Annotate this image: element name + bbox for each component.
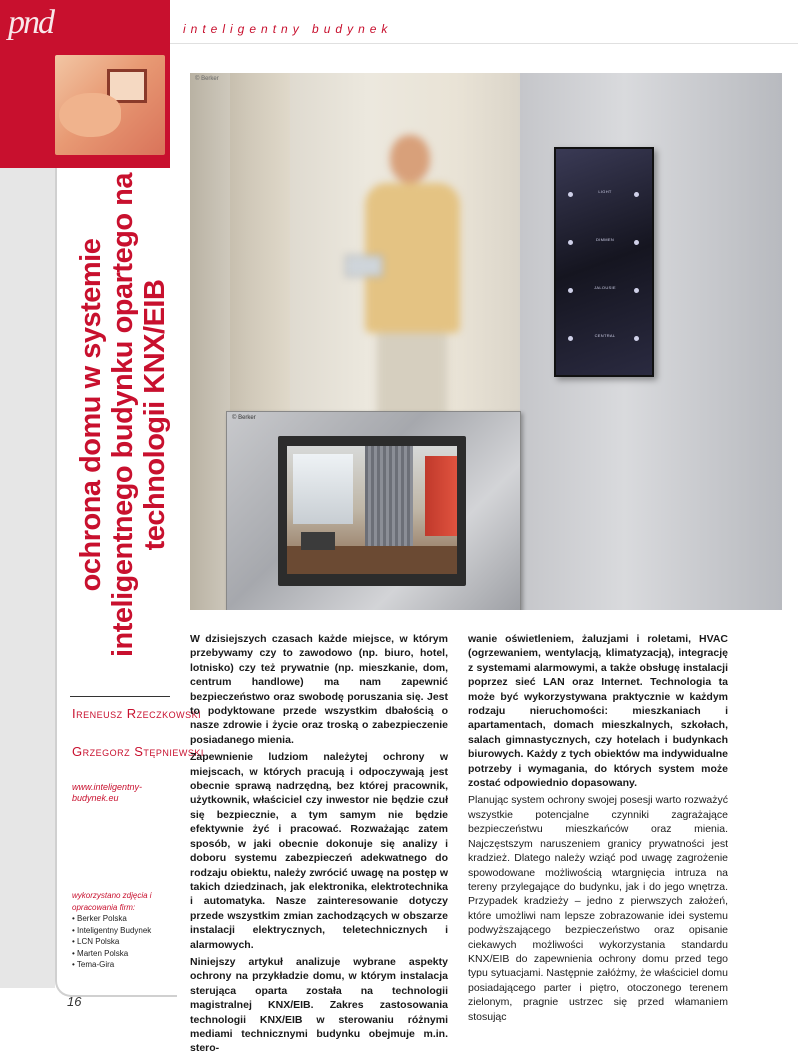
touch-display-panel [226,411,521,610]
credit-item: • LCN Polska [72,937,120,946]
body-column-2 [468,632,728,1027]
keypad-label: CENTRAL [594,333,616,338]
credit-item: • Tema-Gira [72,960,115,969]
author-divider [70,696,170,697]
keypad-label: JALOUSIE [594,285,616,290]
header-thumbnail-photo [55,55,165,155]
photo-credits [72,890,167,971]
left-gray-margin [0,168,55,988]
article-title: ochrona domu w systemie inteligentnego budynku opartego na technologii KNX/EIB [75,172,171,658]
paragraph: Planując system ochrony swojej posesji warto rozważyć wszystkie potencjalne czynniki zagrażające bezpieczeństwu mieszkańców oraz mienia. Najczęstszym naruszeniem granicy prywatności jest kradzież. Dlatego należy wziąć pod uwagę zagrożenie spowodowane możliwością wtargnięcia intruza na tereny przylegające do budynku, jak i do jego wnętrza. Przypadek kradzieży – jedno z pierwszych założeń, które umożliwi nam lepsze zobrazowanie idei systemu podwyższającego bezpieczeństwo oraz opisanie ciekawych możliwości wykorzystania standardu KNX/EIB do zapewnienia ochrony domu przed tego typu sytuacjami. Następnie załóżmy, że właściciel domu posiadającego parter i piętro, otoczonego terenem zielonym, pragnie ustrzec się przed włamaniem stosując [468,794,728,1023]
keypad-label: LIGHT [598,189,612,194]
page-edge-line [55,168,57,978]
paragraph: Niniejszy artykuł analizuje wybrane aspekty ochrony na przykładzie domu, w którym instalacja sterująca oparta została na technologii magistralnej KNX/EIB. Zakres zastosowania technologii KNX/EIB w sterowaniu różnymi mediami technicznymi budynku obejmuje m.in. stero- [190,955,448,1055]
author-name: Grzegorz Stępniewski [72,744,204,759]
display-screen-image [287,446,457,574]
author-name: Ireneusz Rzeczkowski [72,706,202,721]
keypad-label: DIMMEN [595,237,615,242]
website-link[interactable]: www.inteligentny-budynek.eu [72,782,143,803]
main-photo [190,73,782,610]
paragraph: Zapewnienie ludziom należytej ochrony w miejscach, w których pracują i odpoczywają jest obecnie sprawą nadrzędną, bez której pracownik, użytkownik, właściciel czy inwestor nie będzie czuł się bezpiecznie, a tym samym nie będzie efektywnie żyć i pracować. Rozważając zatem sposób, w jaki obecnie dokonuje się analizy i doboru systemu zabezpieczeń adekwatnego do rodzaju obiektu, należy zwrócić uwagę na postęp w takich dziedzinach, jak elektronika, elektrotechnika i automatyka. Nasze zainteresowanie dotyczy przede wszystkim zmian zachodzących w obszarze instalacji elektrycznych, teletechnicznych i alarmowych. [190,751,448,951]
red-header-block [0,0,170,168]
body-column-1 [190,632,448,1059]
credits-heading: wykorzystano zdjęcia i opracowania firm: [72,891,152,912]
photo-copyright: © Berker [195,76,219,82]
paragraph: wanie oświetleniem, żaluzjami i roletami, HVAC (ogrzewaniem, wentylacją, klimatyzacją), integrację z systemami alarmowymi, a także obsługę instalacji poprzez sieć LAN oraz Internet. Technologia ta może być wykorzystywana praktycznie w każdym rodzaju nieruchomości: mieszkaniach i apartamentach, domach mieszkalnych, szkołach, salach gimnastycznych, czy hotelach i budynkach biurowych. Każdy z tych obiektów ma indywidualne potrzeby i wymagania, do których system może zostać odpowiednio dopasowany. [468,633,728,790]
wall-keypad [554,147,654,377]
credit-item: • Marten Polska [72,948,129,958]
page-number: 16 [67,994,82,1009]
paragraph: W dzisiejszych czasach każde miejsce, w którym przebywamy czy to zawodowo (np. biuro, hotel, lotnisko) czy też prywatnie (np. mieszkanie, dom, centrum handlowe) ma nam zapewnić bezpieczeństwo oraz swobodę poruszania się. Jest to podyktowane przede wszystkim dbałością o nasze zdrowie i życie oraz troską o zabezpieczenie posiadanego mienia. [190,633,448,746]
display-copyright: © Berker [232,415,256,421]
credit-item: • Berker Polska [72,914,127,923]
section-title: inteligentny budynek [183,22,393,36]
credit-item: • Inteligentny Budynek [72,925,152,935]
top-divider [170,43,798,44]
magazine-logo: pnd [8,4,53,41]
